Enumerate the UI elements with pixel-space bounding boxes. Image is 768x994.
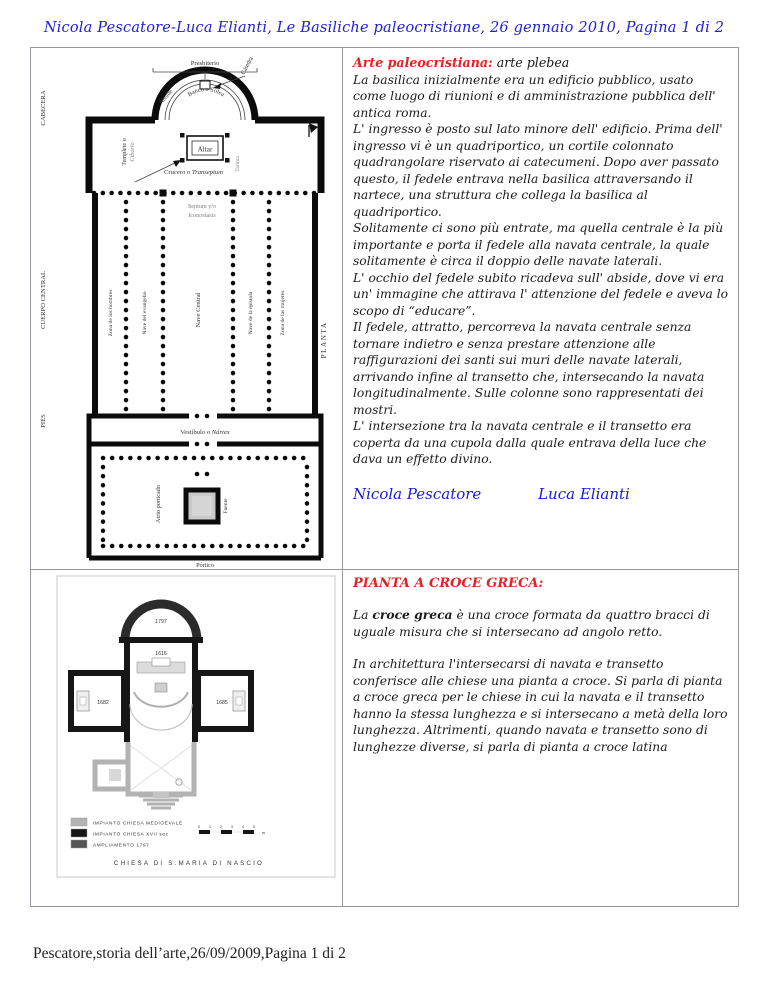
article-paragraph: L' ingresso è posto sul lato minore dell' edificio. Prima dell' ingresso vi è un quadriportico, un cortile colonnato quadrangolare riservato ai catecumeni. Dopo aver passato questo, il fedele entrava nella basilica attraversando il nartece, una struttura che collega la basilica al quadriportico. <box>353 122 723 219</box>
document-title: Nicola Pescatore-Luca Elianti, Le Basiliche paleocristiane, 26 gennaio 2010, Pagina 1 di 2 <box>43 20 725 36</box>
label-crucero: Crucero o Transeptum <box>164 169 223 176</box>
scale-tick: 4 <box>242 825 244 829</box>
signatures <box>353 485 729 503</box>
church-plan-title: CHIESA DI S.MARIA DI NASCIO <box>113 860 265 867</box>
label-cabecera: CABECERA <box>40 90 47 126</box>
legend-swatch-1797 <box>71 840 87 848</box>
article-cell <box>343 48 738 570</box>
label-1616: 1616 <box>155 651 167 657</box>
article-text <box>343 48 738 503</box>
signature-luca-elianti: Luca Elianti <box>538 484 630 503</box>
label-atrio-porticado: Atrio porticado <box>155 485 162 523</box>
article-paragraph: L' occhio del fedele subito ricadeva sull' abside, dove vi era un' immagine che attirava l' attenzione del fedele e aveva lo scopo di “educare”. <box>353 270 729 318</box>
label-altar: Altar <box>197 145 213 154</box>
scale-tick: 0 <box>198 825 200 829</box>
label-nave-central: Nave Central <box>195 292 202 328</box>
label-1682: 1682 <box>97 700 109 706</box>
scale-tick: 5 <box>253 825 255 829</box>
greek-cross-paragraph <box>353 607 729 640</box>
scale-unit: m <box>262 830 266 835</box>
label-ciborio: Ciborio <box>129 142 136 162</box>
greek-cross-cell <box>343 570 738 906</box>
legend-label-medioevale: IMPIANTO CHIESA MEDIOEVALE <box>93 821 183 827</box>
legend-label-1797: AMPLIAMENTO 1797 <box>93 843 150 849</box>
label-zona-hombres: Zona de los hombres <box>108 289 114 337</box>
label-catedra: Cátedra <box>239 55 255 76</box>
legend-label-xvii: IMPIANTO CHIESA XVII sec <box>93 832 169 838</box>
label-nave-epistola: Nave de la epistola <box>248 291 254 335</box>
label-planta: PLANTA <box>320 321 328 359</box>
article-paragraph: L' intersezione tra la navata centrale e il transetto era coperta da una cupola dalla quale entrava della luce che dava un effetto divino. <box>353 419 707 466</box>
fountain-structure <box>186 490 218 522</box>
label-templete: Templete o <box>121 138 128 166</box>
pier-left <box>160 190 167 197</box>
label-banco-solea: Banco o Solea <box>186 85 226 99</box>
layout-table <box>30 47 739 907</box>
scale-tick: 1 <box>209 825 211 829</box>
greek-cross-text <box>343 570 738 755</box>
label-pies: PIES <box>40 414 47 428</box>
label-zona-mujeres: Zona de las mujeres <box>280 290 286 336</box>
basilica-plan-cell <box>31 48 343 570</box>
pier-right <box>230 190 237 197</box>
scale-tick: 2 <box>220 825 222 829</box>
label-1685: 1685 <box>216 700 228 706</box>
north-arrow-icon <box>309 123 318 137</box>
article-paragraph: Il fedele, attratto, percorreva la navata centrale senza tornare indietro e senza prestare attenzione alle raffigurazioni dei santi sui muri delle navate laterali, arrivando infine al transetto che, intersecando la navata longitudinalmente. Sulle colonne sono rappresentati dei mostri. <box>353 320 705 417</box>
label-1797: 1797 <box>155 619 167 625</box>
basilica-plan-figure <box>31 48 343 570</box>
label-vestibulo: Vestíbulo o Nártex <box>180 429 230 436</box>
label-tarima: Tarima <box>235 156 241 172</box>
legend-swatch-xvii <box>71 829 87 837</box>
greek-cross-paragraph: In architettura l'intersecarsi di navata e transetto conferisce alle chiese una pianta a croce. Si parla di pianta a croce greca per le chiese in cui la navata e il transetto hanno la stessa lunghezza e si intersecano a metà della loro lunghezza. Altrimenti, quando navata e transetto sono di lunghezze diverse, si parla di pianta a croce latina <box>353 657 728 754</box>
label-portico: Pórtico <box>196 562 214 569</box>
label-septum-line1: Septum y/o <box>187 203 217 210</box>
label-fuente: Fuente <box>223 498 229 514</box>
label-cuerpo-central: CUERPO CENTRAL <box>40 270 47 330</box>
label-nave-evangelio: Nave del evangelio <box>142 291 148 335</box>
label-abside: Ábside <box>157 88 175 106</box>
scale-tick: 3 <box>231 825 233 829</box>
article-heading-red: Arte paleocristiana: <box>353 55 493 70</box>
label-presbiterio: Presbiterio <box>190 60 220 67</box>
article-heading <box>353 55 729 72</box>
page-footer: Pescatore,storia dell’arte,26/09/2009,Pagina 1 di 2 <box>33 945 346 962</box>
church-plan-figure <box>31 570 343 905</box>
greek-cross-heading: PIANTA A CROCE GRECA: <box>353 576 544 591</box>
church-plan-cell <box>31 570 343 906</box>
article-paragraph: Solitamente ci sono più entrate, ma quella centrale è la più importante e porta il fedele alla navata centrale, la quale solitamente è circa il doppio delle navate laterali. <box>353 221 724 268</box>
signature-nicola-pescatore: Nicola Pescatore <box>353 484 482 503</box>
spacer <box>353 640 729 656</box>
p1-pre: La <box>353 608 373 622</box>
article-heading-rest: arte plebea <box>492 55 570 70</box>
article-paragraph: La basilica inizialmente era un edificio pubblico, usato come luogo di riunioni e di amministrazione pubblica dell' antica roma. <box>353 72 716 120</box>
label-septum-line2: Iconostasis <box>188 212 216 219</box>
legend-swatch-medioevale <box>71 818 87 826</box>
p1-bold-term: croce greca <box>372 607 453 622</box>
p1-post: è una croce formata da quattro bracci di uguale misura che si intersecano ad angolo retto. <box>353 608 710 639</box>
